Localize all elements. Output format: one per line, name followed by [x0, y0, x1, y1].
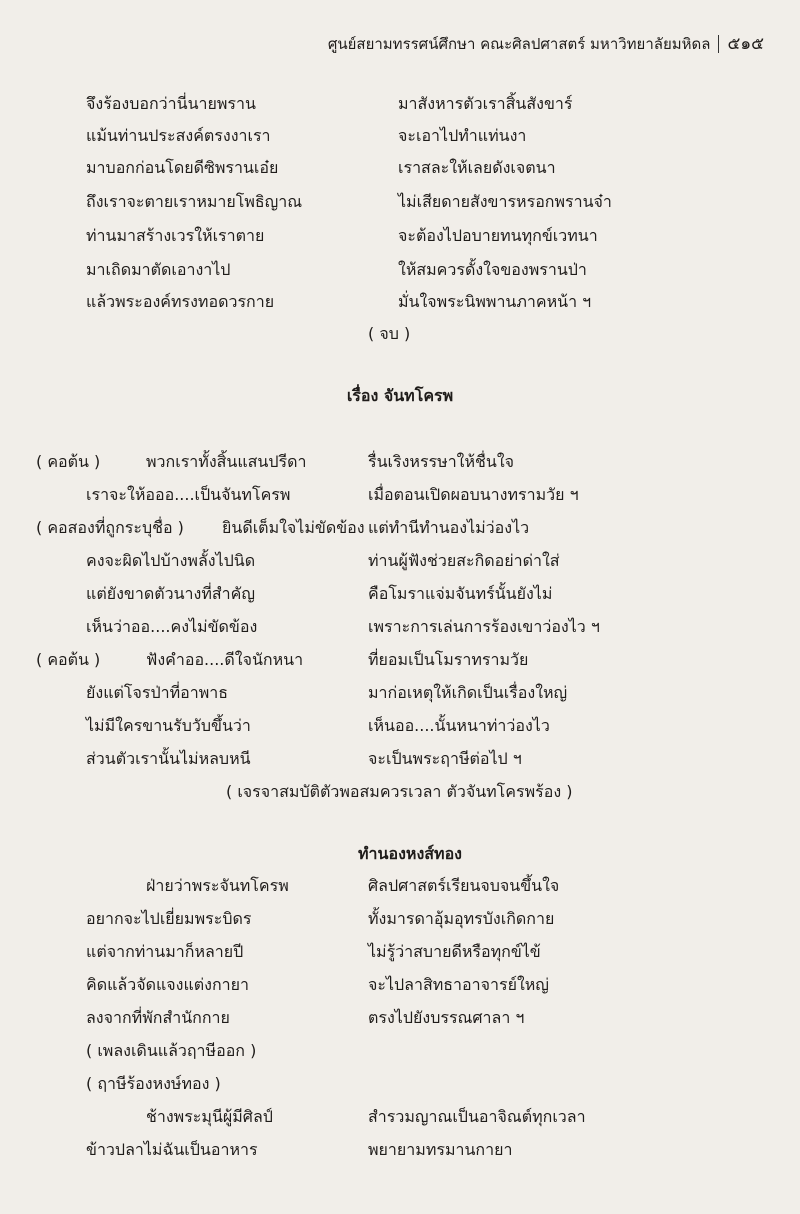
verse-line: ลงจากที่พักสำนักกาย: [86, 1008, 230, 1027]
verse-line: จะเป็นพระฤาษีต่อไป ฯ: [368, 749, 522, 768]
verse-line: เห็นว่าออ....คงไม่ขัดข้อง: [86, 617, 258, 636]
verse-line: คือโมราแจ่มจันทร์นั้นยังไม่: [368, 584, 553, 603]
verse-line: จึงร้องบอกว่านี่นายพราน: [86, 94, 256, 113]
section-title: เรื่อง จันทโครพ: [346, 386, 454, 405]
verse-line: เมื่อตอนเปิดผอบนางทรามวัย ฯ: [368, 485, 579, 504]
verse-line: ส่วนตัวเรานั้นไม่หลบหนี: [86, 749, 251, 768]
verse-line: เห็นออ....นั้นหนาท่าว่องไว: [368, 716, 550, 735]
verse-line: ไม่รู้ว่าสบายดีหรือทุกข์ไข้: [368, 942, 541, 961]
verse-line: พวกเราทั้งสิ้นแสนปรีดา: [146, 452, 307, 471]
verse-line: คงจะผิดไปบ้างพลั้งไปนิด: [86, 551, 256, 570]
verse-line: มาก่อเหตุให้เกิดเป็นเรื่องใหญ่: [368, 683, 568, 702]
verse-line: ยินดีเต็มใจไม่ขัดข้อง: [222, 518, 365, 537]
speaker-note: ( คอต้น ): [36, 650, 101, 669]
verse-line: จะต้องไปอบายทนทุกข์เวทนา: [398, 226, 598, 245]
verse-line: ไม่เสียดายสังขารหรอกพรานจ๋า: [398, 192, 612, 211]
verse-line: ยังแต่โจรป่าที่อาพาธ: [86, 683, 229, 702]
verse-line: ฟังคำออ....ดีใจนักหนา: [146, 650, 304, 669]
stage-direction: ( เพลงเดินแล้วฤาษีออก ): [86, 1041, 257, 1060]
speaker-note: ( คอสองที่ถูกระบุชื่อ ): [36, 518, 184, 537]
verse-line: ศิลปศาสตร์เรียนจบจนขึ้นใจ: [368, 876, 560, 895]
verse-line: ข้าวปลาไม่ฉันเป็นอาหาร: [86, 1140, 258, 1159]
verse-line: ไม่มีใครขานรับวับขึ้นว่า: [86, 716, 251, 735]
verse-line: ท่านมาสร้างเวรให้เราตาย: [86, 226, 265, 245]
header-divider: [718, 35, 719, 53]
verse-line: แต่ยังขาดตัวนางที่สำคัญ: [86, 584, 255, 603]
running-header: [328, 30, 764, 57]
verse-line: พยายามทรมานกายา: [368, 1140, 513, 1159]
verse-line: แม้นท่านประสงค์ตรงงาเรา: [86, 126, 271, 145]
verse-line: จะไปลาสิทธาอาจารย์ใหญ่: [368, 975, 549, 994]
stage-direction: ( เจรจาสมบัติตัวพอสมควรเวลา ตัวจันทโครพร้อง ): [226, 782, 573, 801]
verse-line: จะเอาไปทำแท่นงา: [398, 126, 527, 145]
verse-line: เพราะการเล่นการร้องเขาว่องไว ฯ: [368, 617, 600, 636]
verse-line: ฝ่ายว่าพระจันทโครพ: [146, 876, 289, 895]
verse-line: แต่ทำนีทำนองไม่ว่องไว: [368, 518, 530, 537]
speaker-note: ( คอต้น ): [36, 452, 101, 471]
verse-line: มาบอกก่อนโดยดีซิพรานเอ๋ย: [86, 158, 279, 177]
verse-line: ตรงไปยังบรรณศาลา ฯ: [368, 1008, 525, 1027]
stage-direction: ( ฤาษีร้องหงษ์ทอง ): [86, 1074, 221, 1093]
end-label: ( จบ ): [368, 324, 411, 343]
page-number: ๕๑๕: [727, 34, 764, 54]
verse-line: มาเถิดมาตัดเอางาไป: [86, 260, 231, 279]
verse-line: รื่นเริงหรรษาให้ชื่นใจ: [368, 452, 515, 471]
verse-line: อยากจะไปเยี่ยมพระบิดร: [86, 909, 252, 928]
verse-line: เราจะให้อออ....เป็นจันทโครพ: [86, 485, 291, 504]
verse-line: ที่ยอมเป็นโมราทรามวัย: [368, 650, 529, 669]
verse-line: ถึงเราจะตายเราหมายโพธิญาณ: [86, 192, 303, 211]
verse-line: แล้วพระองค์ทรงทอดวรกาย: [86, 292, 275, 311]
verse-line: มาสังหารตัวเราสิ้นสังขาร์: [398, 94, 573, 113]
verse-line: ช้างพระมุนีผู้มีศิลป์: [146, 1107, 273, 1126]
verse-line: ทั้งมารดาอุ้มอุทรบังเกิดกาย: [368, 909, 555, 928]
header-title: ศูนย์สยามทรรศน์ศึกษา คณะศิลปศาสตร์ มหาวิทยาลัยมหิดล: [327, 34, 711, 53]
melody-title: ทำนองหงส์ทอง: [358, 844, 462, 863]
verse-line: มั่นใจพระนิพพานภาคหน้า ฯ: [398, 292, 592, 311]
verse-line: ท่านผู้ฟังช่วยสะกิดอย่าด่าใส่: [368, 551, 560, 570]
verse-line: คิดแล้วจัดแจงแต่งกายา: [86, 975, 250, 994]
verse-line: ให้สมควรดั้งใจของพรานป่า: [398, 260, 587, 279]
verse-line: แต่จากท่านมาก็หลายปี: [86, 942, 244, 961]
verse-line: เราสละให้เลยดังเจตนา: [398, 158, 556, 177]
verse-line: สำรวมญาณเป็นอาจิณต์ทุกเวลา: [368, 1107, 586, 1126]
